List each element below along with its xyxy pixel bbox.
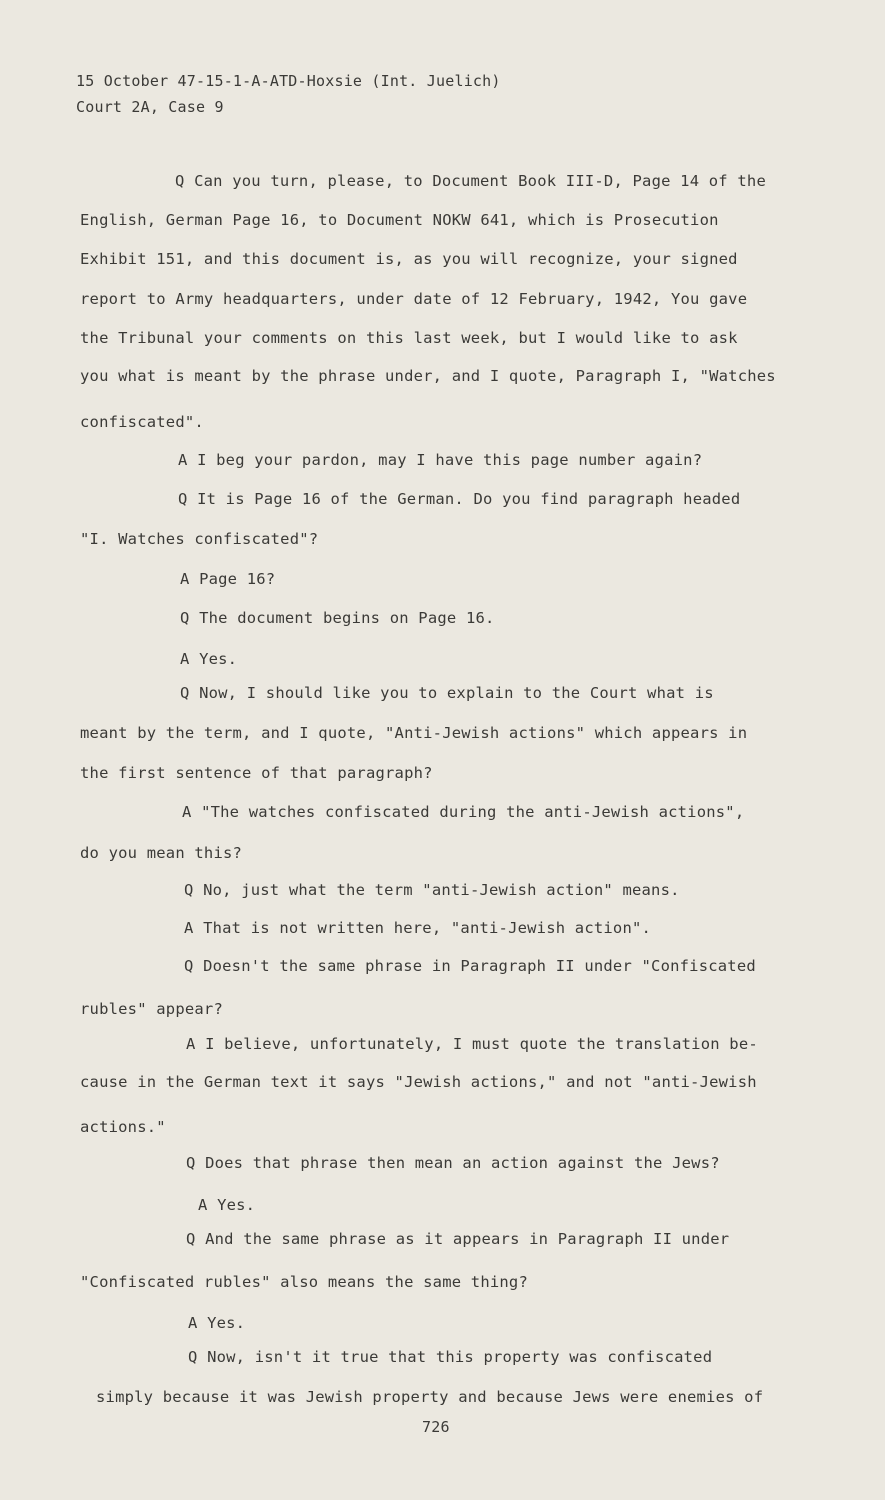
body-line-20: A That is not written here, "anti-Jewish action". (184, 919, 652, 937)
body-line-18: do you mean this? (80, 844, 243, 862)
body-line-32: simply because it was Jewish property and because Jews were enemies of (96, 1388, 764, 1406)
body-line-23: A I believe, unfortunately, I must quote the translation be- (186, 1035, 758, 1053)
body-line-26: Q Does that phrase then mean an action against the Jews? (186, 1154, 720, 1172)
body-line-13: A Yes. (180, 650, 238, 668)
body-line-25: actions." (80, 1118, 166, 1136)
body-line-15: meant by the term, and I quote, "Anti-Jewish actions" which appears in (80, 724, 748, 742)
body-line-12: Q The document begins on Page 16. (180, 609, 495, 627)
body-line-28: Q And the same phrase as it appears in Paragraph II under (186, 1230, 730, 1248)
body-line-29: "Confiscated rubles" also means the same thing? (80, 1273, 528, 1291)
body-line-5: the Tribunal your comments on this last week, but I would like to ask (80, 329, 738, 347)
body-line-31: Q Now, isn't it true that this property was confiscated (188, 1348, 713, 1366)
body-line-19: Q No, just what the term "anti-Jewish action" means. (184, 881, 680, 899)
body-line-24: cause in the German text it says "Jewish actions," and not "anti-Jewish (80, 1073, 757, 1091)
body-line-1: Q Can you turn, please, to Document Book III-D, Page 14 of the (175, 172, 766, 190)
body-line-4: report to Army headquarters, under date of 12 February, 1942, You gave (80, 290, 748, 308)
body-line-8: A I beg your pardon, may I have this page number again? (178, 451, 703, 469)
body-line-16: the first sentence of that paragraph? (80, 764, 433, 782)
body-line-3: Exhibit 151, and this document is, as you will recognize, your signed (80, 250, 738, 268)
body-line-2: English, German Page 16, to Document NOKW 641, which is Prosecution (80, 211, 719, 229)
body-line-11: A Page 16? (180, 570, 276, 588)
body-line-7: confiscated". (80, 413, 204, 431)
body-line-14: Q Now, I should like you to explain to the Court what is (180, 684, 714, 702)
body-line-17: A "The watches confiscated during the anti-Jewish actions", (182, 803, 745, 821)
body-line-22: rubles" appear? (80, 1000, 223, 1018)
body-line-9: Q It is Page 16 of the German. Do you find paragraph headed (178, 490, 741, 508)
body-line-30: A Yes. (188, 1314, 246, 1332)
header-line-2: Court 2A, Case 9 (76, 98, 224, 116)
body-line-6: you what is meant by the phrase under, and I quote, Paragraph I, "Watches (80, 367, 776, 385)
body-line-21: Q Doesn't the same phrase in Paragraph II under "Confiscated (184, 957, 756, 975)
body-line-27: A Yes. (198, 1196, 256, 1214)
page-number: 726 (422, 1418, 450, 1436)
header-line-1: 15 October 47-15-1-A-ATD-Hoxsie (Int. Juelich) (76, 72, 501, 90)
body-line-10: "I. Watches confiscated"? (80, 530, 319, 548)
